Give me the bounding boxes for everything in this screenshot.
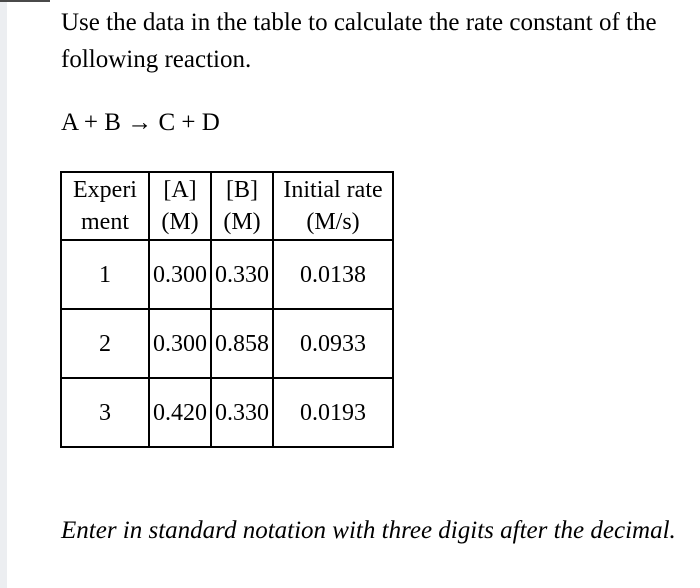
cell-concentration-b: 0.330 — [211, 378, 273, 447]
instruction-text: Enter in standard notation with three digits after the decimal. — [61, 517, 676, 544]
left-border — [0, 0, 7, 588]
cell-concentration-b: 0.858 — [211, 309, 273, 378]
header-concentration-b: [B] (M) — [211, 172, 273, 240]
cell-experiment: 1 — [61, 240, 149, 309]
cell-concentration-a: 0.300 — [149, 309, 211, 378]
table-row — [61, 309, 393, 378]
cell-initial-rate: 0.0933 — [273, 309, 393, 378]
cell-experiment: 3 — [61, 378, 149, 447]
data-table — [60, 171, 394, 448]
cell-concentration-b: 0.330 — [211, 240, 273, 309]
cell-initial-rate: 0.0138 — [273, 240, 393, 309]
cell-initial-rate: 0.0193 — [273, 378, 393, 447]
cell-experiment: 2 — [61, 309, 149, 378]
question-text: Use the data in the table to calculate the rate constant of the following reaction. — [61, 9, 657, 73]
header-initial-rate: Initial rate (M/s) — [273, 172, 393, 240]
header-experiment: Experiment — [61, 172, 149, 240]
table-row — [61, 378, 393, 447]
cell-concentration-a: 0.300 — [149, 240, 211, 309]
table-header-row — [61, 172, 393, 240]
top-rule — [0, 0, 50, 2]
table-row — [61, 240, 393, 309]
reaction-equation: A + B → C + D — [61, 109, 220, 136]
header-concentration-a: [A] (M) — [149, 172, 211, 240]
cell-concentration-a: 0.420 — [149, 378, 211, 447]
